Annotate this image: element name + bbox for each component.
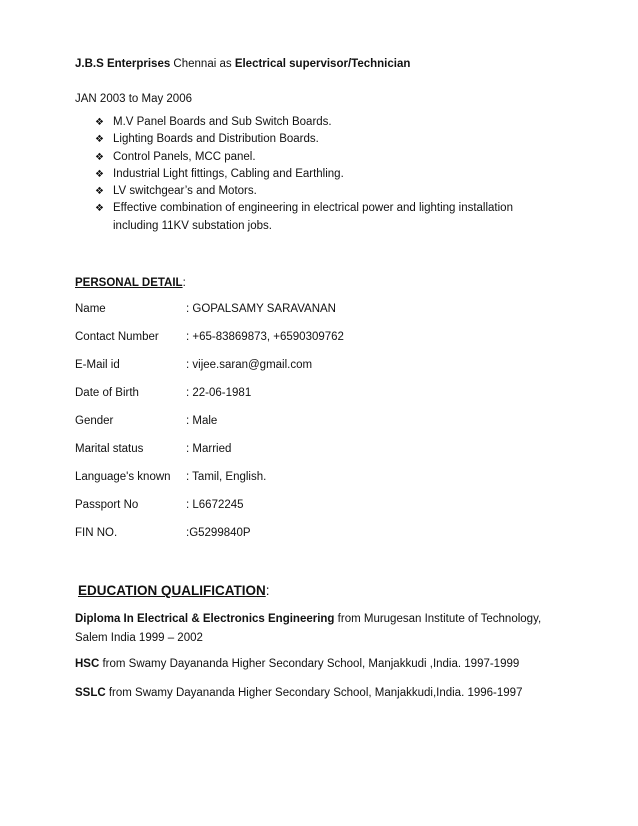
detail-value-contact: : +65-83869873, +6590309762 xyxy=(186,331,344,343)
job-dates: JAN 2003 to May 2006 xyxy=(75,93,192,105)
diamond-bullet-icon: ❖ xyxy=(95,151,104,163)
personal-detail-heading: PERSONAL DETAIL: xyxy=(75,277,186,289)
education-heading: EDUCATION QUALIFICATION: xyxy=(78,583,270,598)
detail-label-fin: FIN NO. xyxy=(75,527,118,539)
detail-label-contact: Contact Number xyxy=(75,331,159,343)
detail-value-name: : GOPALSAMY SARAVANAN xyxy=(186,303,336,315)
diamond-bullet-icon: ❖ xyxy=(95,168,104,180)
company-name: J.B.S Enterprises xyxy=(75,58,171,70)
job-location: Chennai as xyxy=(170,58,235,70)
detail-value-email: : vijee.saran@gmail.com xyxy=(186,359,313,371)
list-item: ❖ LV switchgear’s and Motors. xyxy=(95,183,535,200)
detail-label-dob: Date of Birth xyxy=(75,387,139,399)
list-item: ❖ M.V Panel Boards and Sub Switch Boards. xyxy=(95,114,535,131)
education-item-hsc: HSC from Swamy Dayananda Higher Secondary School, Manjakkudi ,India. 1997-1999 xyxy=(75,658,520,670)
education-item-sslc: SSLC from Swamy Dayananda Higher Secondary School, Manjakkudi,India. 1996-1997 xyxy=(75,687,523,699)
duties-list xyxy=(95,114,535,235)
diamond-bullet-icon: ❖ xyxy=(95,134,104,146)
detail-value-gender: : Male xyxy=(186,415,218,427)
detail-label-name: Name xyxy=(75,303,106,315)
diamond-bullet-icon: ❖ xyxy=(95,203,104,215)
detail-value-fin: :G5299840P xyxy=(186,527,251,539)
detail-value-passport: : L6672245 xyxy=(186,499,244,511)
list-item: ❖ Industrial Light fittings, Cabling and Earthling. xyxy=(95,166,535,183)
detail-value-marital: : Married xyxy=(186,443,232,455)
detail-label-passport: Passport No xyxy=(75,499,139,511)
diamond-bullet-icon: ❖ xyxy=(95,117,104,128)
list-item: ❖ Lighting Boards and Distribution Boards. xyxy=(95,131,535,148)
detail-label-email: E-Mail id xyxy=(75,359,120,371)
job-header xyxy=(75,58,410,70)
detail-label-marital: Marital status xyxy=(75,443,144,455)
detail-value-languages: : Tamil, English. xyxy=(186,471,267,483)
education-item-diploma: Diploma In Electrical & Electronics Engineering from Murugesan Institute of Technology, Salem India 1999 – 2002 xyxy=(75,613,542,644)
list-item: ❖ Control Panels, MCC panel. xyxy=(95,149,535,166)
list-item: ❖ Effective combination of engineering in electrical power and lighting installation including 11KV substation jobs. xyxy=(95,202,513,232)
detail-label-languages: Language's known xyxy=(75,471,171,483)
detail-value-dob: : 22-06-1981 xyxy=(186,387,252,399)
diamond-bullet-icon: ❖ xyxy=(95,186,104,198)
job-role: Electrical supervisor/Technician xyxy=(234,58,411,70)
detail-label-gender: Gender xyxy=(75,415,114,427)
